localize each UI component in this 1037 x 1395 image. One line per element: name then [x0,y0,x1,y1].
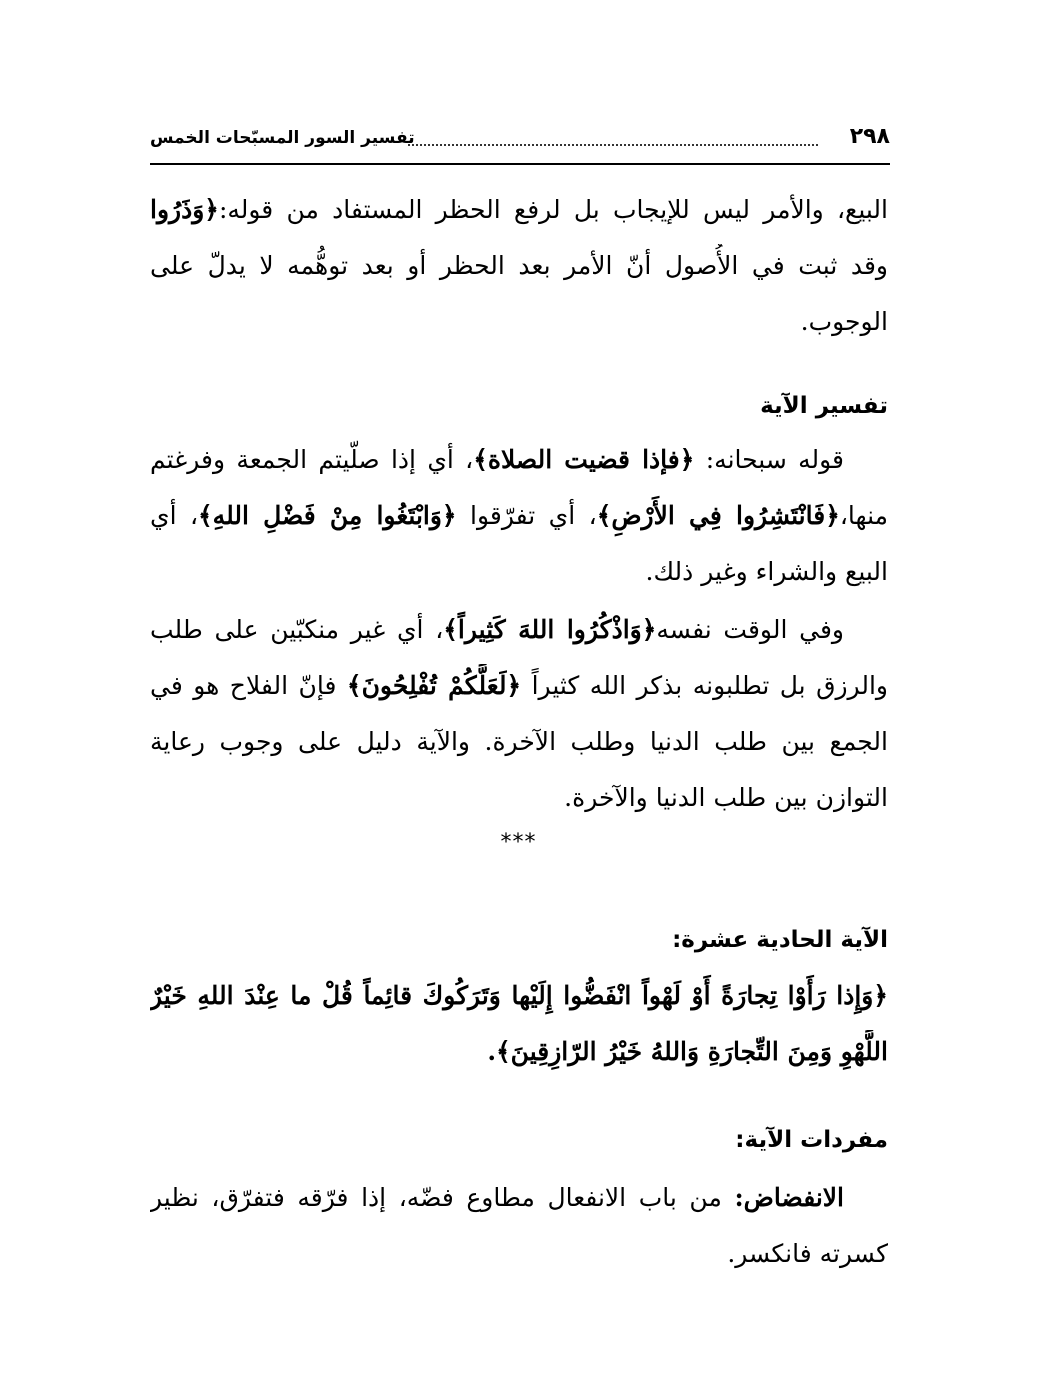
quran-quote: ﴿وَابْتَغُوا مِنْ فَضْلِ اللهِ﴾ [198,501,457,530]
text-run: ، أي إذا صلّيتم الجمعة وفرغتم [150,445,474,474]
section-separator: *** [500,830,537,855]
header-rule [150,163,890,165]
text-run: ، أي [150,501,199,530]
running-header [150,120,890,160]
section-heading-vocab: مفردات الآية: [735,1127,888,1153]
text-run: قوله سبحانه: [694,445,845,474]
tafsir-p2-line-1 [150,608,888,652]
tafsir-p2-line-4: التوازن بين طلب الدنيا والآخرة. [564,783,888,812]
text-run: وفي الوقت نفسه [656,615,845,644]
quran-quote: ﴿لَعَلَّكُمْ تُفْلِحُونَ﴾ [346,671,522,700]
intro-line-3: الوجوب. [800,307,888,336]
tafsir-p2-line-3: الجمع بين طلب الدنيا وطلب الآخرة. والآية دليل على وجوب رعاية [150,727,888,756]
quran-quote: ﴿فإذا قضيت الصلاة﴾ [473,445,695,474]
tafsir-p1-line-3: البيع والشراء وغير ذلك. [645,557,888,586]
text-run: منها، [839,501,888,530]
vocab-definition: من باب الانفعال مطاوع فضّه، إذا فرّقه فتفرّق، نظير [150,1183,722,1212]
vocab-line-2: كسرته فانكسر. [727,1239,888,1268]
text-run: ، أي تفرّقوا [456,501,597,530]
text-run: فإنّ الفلاح هو في [150,671,347,700]
tafsir-p1-line-1 [150,438,888,482]
quran-quote: ﴿وَذَرُوا [150,195,219,224]
tafsir-p1-line-2 [150,494,888,538]
tafsir-p2-line-2 [150,664,888,708]
quran-quote: ﴿فَانْتَشِرُوا فِي الأَرْضِ﴾ [596,501,840,530]
header-dotted-leader [408,144,818,146]
intro-text: البيع، والأمر ليس للإيجاب بل لرفع الحظر المستفاد من قوله: [218,195,888,224]
quran-quote: ﴿وَاذْكُرُوا اللهَ كَثِيراً﴾ [443,615,657,644]
text-run: ، أي غير منكبّين على طلب [150,615,444,644]
running-title: تفسير السور المسبّحات الخمس [150,128,415,148]
section-heading-verse: الآية الحادية عشرة: [672,927,888,953]
verse-line-2: اللَّهْوِ وَمِنَ التِّجارَةِ وَاللهُ خَيْرُ الرّازِقِينَ﴾. [487,1037,888,1066]
vocab-line-1 [150,1176,888,1220]
intro-line-2: وقد ثبت في الأُصول أنّ الأمر بعد الحظر أو بعد توهُّمه لا يدلّ على [150,251,888,280]
verse-line-1: ﴿وَإِذا رَأَوْا تِجارَةً أَوْ لَهْواً انْفَضُّوا إِلَيْها وَتَرَكُوكَ قائِماً قُلْ ما عِنْدَ اللهِ خَيْرٌ [150,981,888,1010]
vocab-term: الانفضاض: [734,1183,844,1212]
intro-line-1 [150,188,888,232]
text-run: والرزق بل تطلبونه بذكر الله كثيراً [521,671,888,700]
section-heading-tafsir: تفسير الآية [760,393,888,419]
page-number: ٢٩٨ [849,124,890,149]
